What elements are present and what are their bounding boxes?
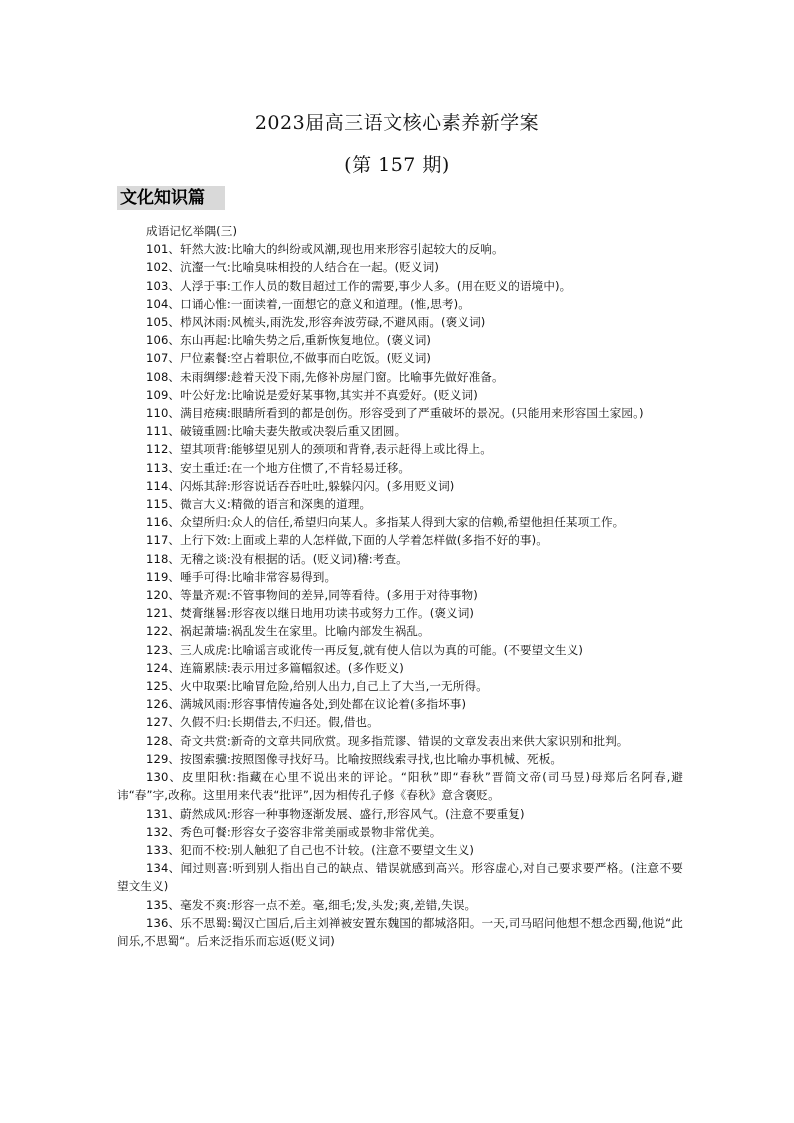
list-item: 119、唾手可得:比喻非常容易得到。: [146, 569, 337, 584]
list-item: 116、众望所归:众人的信任,希望归向某人。多指某人得到大家的信赖,希望他担任某项工作。: [146, 515, 625, 530]
list-item: 109、叶公好龙:比喻说是爱好某事物,其实并不真爱好。(贬义词): [146, 387, 478, 402]
list-item: 117、上行下效:上面或上辈的人怎样做,下面的人学着怎样做(多指不好的事)。: [146, 533, 548, 548]
document-title: 2023届高三语文核心素养新学案: [254, 112, 540, 134]
list-item: 130、皮里阳秋:指藏在心里不说出来的评论。“阳秋”即“春秋”晋简文帝(司马昱)母郑后名阿春,避讳“春”字,改称。这里用来代表“批评”,因为相传孔子修《春秋》意含褒贬。: [117, 770, 683, 803]
list-item: 134、闻过则喜:听到别人指出自己的缺点、错误就感到高兴。形容虚心,对自己要求要严格。(注意不要望文生义): [117, 861, 683, 894]
list-item: 114、闪烁其辞:形容说话吞吞吐吐,躲躲闪闪。(多用贬义词): [146, 478, 455, 493]
list-item: 127、久假不归:长期借去,不归还。假,借也。: [146, 715, 379, 730]
list-item: 132、秀色可餐:形容女子姿容非常美丽或景物非常优美。: [146, 824, 442, 839]
list-item: 111、破镜重圆:比喻夫妻失散或决裂后重又团圆。: [146, 424, 407, 439]
list-item: 133、犯而不校:别人触犯了自己也不计较。(注意不要望文生义): [146, 842, 475, 857]
list-item: 106、东山再起:比喻失势之后,重新恢复地位。(褒义词): [146, 333, 432, 348]
list-item: 124、连篇累牍:表示用过多篇幅叙述。(多作贬义): [146, 660, 404, 675]
list-item: 105、栉风沐雨:风梳头,雨洗发,形容奔波劳碌,不避风雨。(褒义词): [146, 315, 486, 330]
list-item: 102、沆瀣一气:比喻臭味相投的人结合在一起。(贬义词): [146, 260, 439, 275]
list-item: 125、火中取栗:比喻冒危险,给别人出力,自己上了大当,一无所得。: [146, 679, 488, 694]
list-item: 122、祸起萧墙:祸乱发生在家里。比喻内部发生祸乱。: [146, 624, 430, 639]
list-item: 113、安土重迁:在一个地方住惯了,不肯轻易迁移。: [146, 460, 411, 475]
list-item: 129、按图索骥:按照图像寻找好马。比喻按照线索寻找,也比喻办事机械、死板。: [146, 751, 563, 766]
list-item: 126、满城风雨:形容事情传遍各处,到处都在议论着(多指坏事): [146, 697, 467, 712]
list-item: 135、毫发不爽:形容一点不差。毫,细毛;发,头发;爽,差错,失误。: [146, 897, 477, 912]
list-item: 104、口诵心惟:一面读着,一面想它的意义和道理。(惟,思考)。: [146, 296, 470, 311]
list-item: 103、人浮于事:工作人员的数目超过工作的需要,事少人多。(用在贬义的语境中)。: [146, 278, 572, 293]
list-item: 107、尸位素餐:空占着职位,不做事而白吃饭。(贬义词): [146, 351, 432, 366]
list-subheading: 成语记忆举隅(三): [146, 224, 238, 238]
list-item: 123、三人成虎:比喻谣言或讹传一再反复,就有使人信以为真的可能。(不要望文生义): [146, 642, 584, 657]
list-item: 108、未雨绸缪:趁着天没下雨,先修补房屋门窗。比喻事先做好准备。: [146, 369, 504, 384]
list-item: 110、满目疮痍:眼睛所看到的都是创伤。形容受到了严重破坏的景况。(只能用来形容国土家园。): [146, 406, 644, 421]
list-item: 120、等量齐观:不管事物间的差异,同等看待。(多用于对待事物): [146, 588, 478, 603]
list-item: 101、轩然大波:比喻大的纠纷或风潮,现也用来形容引起较大的反响。: [146, 242, 504, 257]
idiom-list: [117, 222, 683, 950]
section-heading: 文化知识篇: [117, 186, 225, 210]
list-item: 136、乐不思蜀:蜀汉亡国后,后主刘禅被安置东魏国的都城洛阳。一天,司马昭问他想不想念西蜀,他说“此间乐,不思蜀“。后来泛指乐而忘返(贬义词): [117, 915, 683, 948]
list-item: 112、望其项背:能够望见别人的颈项和背脊,表示赶得上或比得上。: [146, 442, 492, 457]
list-item: 131、蔚然成风:形容一种事物逐渐发展、盛行,形容风气。(注意不要重复): [146, 806, 525, 821]
list-item: 118、无稽之谈:没有根据的话。(贬义词)稽:考查。: [146, 551, 408, 566]
list-item: 128、奇文共赏:新奇的文章共同欣赏。现多指荒谬、错误的文章发表出来供大家识别和批判。: [146, 733, 629, 748]
issue-number: (第 157 期): [344, 154, 450, 176]
list-item: 121、焚膏继晷:形容夜以继日地用功读书或努力工作。(褒义词): [146, 606, 475, 621]
list-item: 115、微言大义:精微的语言和深奥的道理。: [146, 497, 372, 512]
